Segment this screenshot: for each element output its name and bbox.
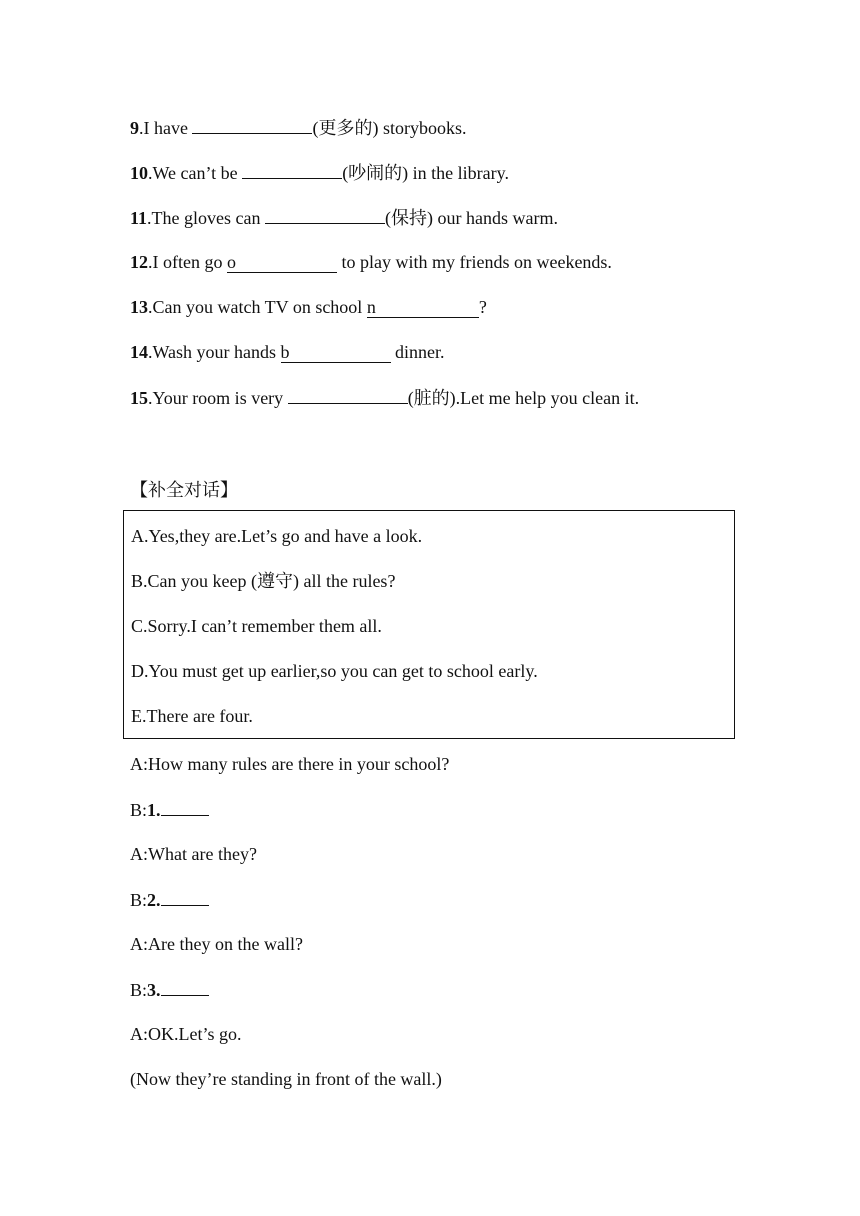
answer-blank[interactable] xyxy=(367,297,479,318)
question-number: 9 xyxy=(130,118,139,138)
first-letter-hint: b xyxy=(280,342,290,362)
answer-blank[interactable] xyxy=(161,887,209,906)
question-15 xyxy=(130,385,639,410)
answer-blank[interactable] xyxy=(242,160,342,179)
answer-blank[interactable] xyxy=(288,385,408,404)
question-number: 15 xyxy=(130,388,148,408)
question-14 xyxy=(130,340,445,364)
speaker-label: B: xyxy=(130,890,148,910)
answer-blank[interactable] xyxy=(265,205,385,224)
question-hint: (吵闹的) in the library. xyxy=(342,163,509,183)
blank-number: 1 xyxy=(147,800,157,820)
stage-direction: (Now they’re standing in front of the wall.) xyxy=(130,1069,442,1089)
dialogue-line-b-blank xyxy=(130,887,209,912)
answer-blank[interactable] xyxy=(192,115,312,134)
blank-number: 3 xyxy=(147,980,157,1000)
answer-blank[interactable] xyxy=(161,977,209,996)
question-hint: (更多的) storybooks. xyxy=(312,118,467,138)
question-text-after: dinner. xyxy=(390,342,445,362)
dialogue-line-a: A:How many rules are there in your school? xyxy=(130,754,450,774)
option-a: A.Yes,they are.Let’s go and have a look. xyxy=(131,526,423,546)
question-13 xyxy=(130,295,487,319)
question-text: .I often go xyxy=(148,252,227,272)
question-text: .I have xyxy=(139,118,193,138)
option-e: E.There are four. xyxy=(131,706,253,726)
question-number: 14 xyxy=(130,342,148,362)
option-c: C.Sorry.I can’t remember them all. xyxy=(131,616,382,636)
question-text: .Can you watch TV on school xyxy=(148,297,367,317)
dialogue-line-a: A:Are they on the wall? xyxy=(130,934,303,954)
question-number: 13 xyxy=(130,297,148,317)
question-11 xyxy=(130,205,558,230)
dialogue-line-b-blank xyxy=(130,977,209,1002)
question-number: 11 xyxy=(130,208,148,228)
first-letter-hint: n xyxy=(366,297,376,317)
question-10 xyxy=(130,160,509,185)
question-hint: (脏的).Let me help you clean it. xyxy=(407,388,640,408)
dialogue-line-a: A:OK.Let’s go. xyxy=(130,1024,242,1044)
question-12 xyxy=(130,250,612,274)
dialogue-line-b-blank xyxy=(130,797,209,822)
question-text: .The gloves can xyxy=(147,208,265,228)
answer-blank[interactable] xyxy=(281,342,391,363)
answer-blank[interactable] xyxy=(227,252,337,273)
dialogue-line-a: A:What are they? xyxy=(130,844,257,864)
question-text-after: ? xyxy=(478,297,487,317)
first-letter-hint: o xyxy=(226,252,236,272)
blank-dot: . xyxy=(156,890,161,910)
question-number: 10 xyxy=(130,163,148,183)
question-text: .Wash your hands xyxy=(148,342,281,362)
answer-blank[interactable] xyxy=(161,797,209,816)
speaker-label: B: xyxy=(130,800,148,820)
blank-number: 2 xyxy=(147,890,157,910)
question-text: .Your room is very xyxy=(148,388,288,408)
blank-dot: . xyxy=(156,980,161,1000)
option-d: D.You must get up earlier,so you can get to school early. xyxy=(131,661,538,681)
question-text-after: to play with my friends on weekends. xyxy=(336,252,612,272)
section-title: 【补全对话】 xyxy=(130,480,238,501)
question-number: 12 xyxy=(130,252,148,272)
question-hint: (保持) our hands warm. xyxy=(384,208,558,228)
speaker-label: B: xyxy=(130,980,148,1000)
question-text: .We can’t be xyxy=(148,163,243,183)
options-box xyxy=(123,510,735,739)
option-b: B.Can you keep (遵守) all the rules? xyxy=(131,571,396,591)
blank-dot: . xyxy=(156,800,161,820)
question-9 xyxy=(130,115,466,140)
